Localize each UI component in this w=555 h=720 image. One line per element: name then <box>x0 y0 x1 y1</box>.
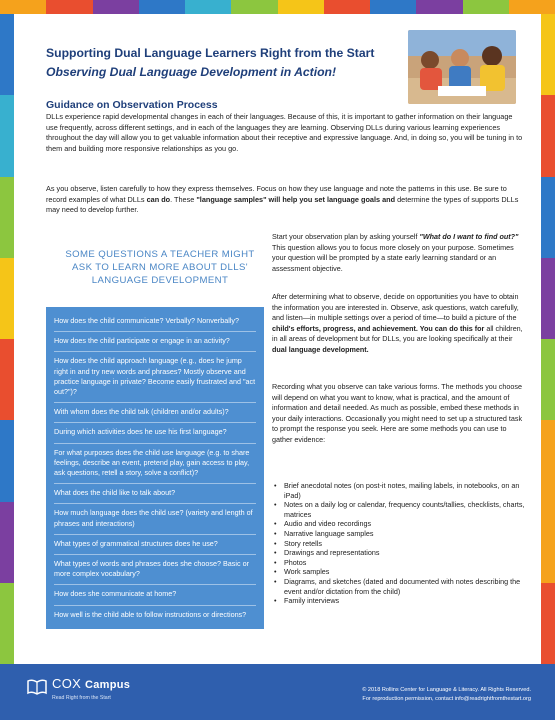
question-item: How much language does the child use? (variety and length of phrases and interactions) <box>54 504 256 534</box>
stripe-segment <box>231 0 277 14</box>
question-item: With whom does the child talk (children and/or adults)? <box>54 403 256 423</box>
question-item: How does the child communicate? Verbally? Nonverbally? <box>54 312 256 332</box>
stripe-segment <box>541 258 555 339</box>
copyright-text: © 2018 Rollins Center for Language & Literacy. All Rights Reserved. <box>362 687 531 693</box>
stripe-segment <box>185 0 231 14</box>
stripe-segment <box>278 0 324 14</box>
stripe-segment <box>0 339 14 420</box>
stripe-segment <box>541 95 555 176</box>
stripe-segment <box>0 177 14 258</box>
stripe-segment <box>0 420 14 501</box>
document-subtitle: Observing Dual Language Development in Action! <box>46 65 337 79</box>
methods-list <box>272 481 526 606</box>
list-item: • Notes on a daily log or calendar, frequency counts/tallies, checklists, charts, matrices <box>272 500 526 519</box>
recording-paragraph: Recording what you observe can take various forms. The methods you choose will depend on what you want to know, what is practical, and the amount of information and detail needed. As much as possible, embed these methods in your daily interactions. Occasionally you might need to set up a structured task to prompt the response you seek. Here are some methods you can use to gather evidence: <box>272 382 523 444</box>
stripe-segment <box>0 502 14 583</box>
children-classroom-photo <box>408 30 516 104</box>
question-item: For what purposes does the child use language (e.g. to share feelings, describe an event, pretend play, gain access to play, ask questions, retell a story, solve a conflict)? <box>54 444 256 485</box>
stripe-segment <box>0 583 14 664</box>
list-item: • Narrative language samples <box>272 529 526 539</box>
stripe-segment <box>46 0 92 14</box>
question-item: How does the child participate or engage in an activity? <box>54 332 256 352</box>
list-item: • Family interviews <box>272 596 526 606</box>
stripe-segment <box>541 583 555 664</box>
stripe-segment <box>0 258 14 339</box>
question-item: How does the child approach language (e.g., does he jump right in and try new words and phrases? Mostly observe and practice language in private? Become easily frustrated and "act out?")? <box>54 352 256 403</box>
stripe-segment <box>139 0 185 14</box>
stripe-segment <box>0 0 46 14</box>
stripe-segment <box>0 14 14 95</box>
questions-heading: SOME QUESTIONS A TEACHER MIGHT ASK TO LEARN MORE ABOUT DLLS' LANGUAGE DEVELOPMENT <box>65 249 255 286</box>
opportunities-paragraph: After determining what to observe, decide on opportunities you have to obtain the information you are interested in. Observe, ask questions, watch carefully, and listen—in multiple settings over a period of time—to build a picture of the child's efforts, progress, and achievement. You can do this for all children, in all areas of development but for DLLs, you are looking specifically at their dual language development. <box>272 292 523 354</box>
list-item: • Brief anecdotal notes (on post-it notes, mailing labels, in notebooks, on an iPad) <box>272 481 526 500</box>
cox-campus-logo[interactable]: COX Campus <box>52 676 131 691</box>
open-book-icon <box>26 676 48 698</box>
stripe-segment <box>370 0 416 14</box>
stripe-segment <box>0 95 14 176</box>
questions-box <box>46 307 264 629</box>
list-item: • Work samples <box>272 567 526 577</box>
footer-bar <box>0 664 555 720</box>
top-color-stripe <box>0 0 555 14</box>
list-item: • Diagrams, and sketches (dated and documented with notes describing the event and/or dictation from the child) <box>272 577 526 596</box>
stripe-segment <box>324 0 370 14</box>
stripe-segment <box>509 0 555 14</box>
question-item: What does the child like to talk about? <box>54 484 256 504</box>
stripe-segment <box>541 420 555 501</box>
list-item: • Photos <box>272 558 526 568</box>
list-item: • Drawings and representations <box>272 548 526 558</box>
stripe-segment <box>541 502 555 583</box>
observation-plan-paragraph: Start your observation plan by asking yourself "What do I want to find out?" This question allows you to focus more closely on your purpose. Sometimes your question will be prompted by a state early learning standard or an assessment objective. <box>272 232 519 273</box>
list-item: • Story retells <box>272 539 526 549</box>
stripe-segment <box>541 177 555 258</box>
stripe-segment <box>541 339 555 420</box>
logo-tagline: Read Right from the Start <box>52 695 111 701</box>
right-color-stripe <box>541 14 555 664</box>
stripe-segment <box>541 14 555 95</box>
guidance-paragraph-2: As you observe, listen carefully to how they express themselves. Focus on how they use language and note the patterns in this use. Be sure to record examples of what DLLs can do. These "language samples" will help you set language goals and determine the types of supports DLLs may need to develop further. <box>46 184 519 215</box>
guidance-heading: Guidance on Observation Process <box>46 99 218 111</box>
question-item: What types of words and phrases does she choose? Basic or more complex vocabulary? <box>54 555 256 585</box>
stripe-segment <box>463 0 509 14</box>
question-item: How well is the child able to follow instructions or directions? <box>54 609 247 619</box>
list-item: • Audio and video recordings <box>272 519 526 529</box>
question-item: During which activities does he use his first language? <box>54 423 256 443</box>
guidance-paragraph-1: DLLs experience rapid developmental changes in each of their languages. Because of this, it is important to gather information on their language use frequently, across different settings, and in each of the languages they are learning. Observing DLLs during various learning experiences throughout the day will allow you to get valuable information about their receptive and expressive language. And, in doing so, you will be tuning in to them and building more responsive relationships as you go. <box>46 112 523 153</box>
permission-text: For reproduction permission, contact info@readrightfromthestart.org <box>362 696 531 702</box>
question-item: How does she communicate at home? <box>54 585 256 605</box>
document-title: Supporting Dual Language Learners Right from the Start <box>46 46 375 60</box>
question-item: What types of grammatical structures does he use? <box>54 535 256 555</box>
stripe-segment <box>416 0 462 14</box>
left-color-stripe <box>0 14 14 664</box>
stripe-segment <box>93 0 139 14</box>
